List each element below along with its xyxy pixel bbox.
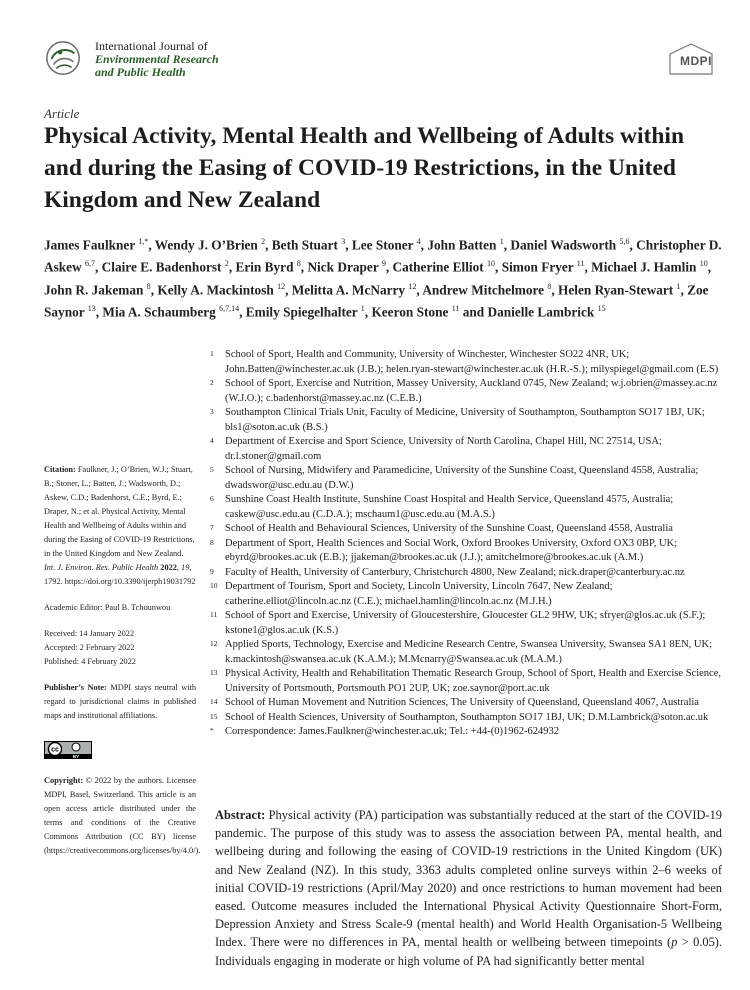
journal-name xyxy=(95,40,219,79)
citation-doi-link[interactable]: https://doi.org/10.3390/ijerph19031792 xyxy=(64,577,196,586)
author-affiliation-marker: 4 xyxy=(416,237,421,246)
author-separator: , xyxy=(228,259,236,275)
affiliation-item xyxy=(210,522,730,537)
affiliation-text: Physical Activity, Health and Rehabilitation Thematic Research Group, School of Sport, Health and Exercise Science, University of Portsmouth, Portsmouth PO1 2UP, UK; zoe.saynor@port.ac.uk xyxy=(225,668,721,694)
author-separator: , xyxy=(629,237,637,253)
citation-year: 2022 xyxy=(160,563,177,572)
author-name: Daniel Wadsworth xyxy=(510,237,617,253)
affiliations xyxy=(210,348,730,740)
affiliation-text: Department of Sport, Health Sciences and Social Work, Oxford Brookes University, Oxford OX3 0BP, UK; ebyrd@brookes.ac.uk (E.B.); jjakeman@brookes.ac.uk (J.J.); amitchelmore@brookes.ac.uk (A.M.) xyxy=(225,537,678,563)
copyright-block xyxy=(44,774,201,858)
author-separator: , xyxy=(148,237,155,253)
abstract-text-part2: > 0.05). Individuals engaging in moderate or high volume of PA had significantly better mental xyxy=(215,935,722,968)
affiliation-text: School of Nursing, Midwifery and Paramedicine, University of the Sunshine Coast, Queensland 4558, Australia; dwadswor@usc.edu.au (D.W.) xyxy=(225,465,699,491)
citation-label: Citation: xyxy=(44,465,76,474)
author-affiliation-marker: 2 xyxy=(261,237,266,246)
author-affiliation-marker: 11 xyxy=(451,304,460,314)
author-name: Claire E. Badenhorst xyxy=(101,259,222,275)
author-name: Zoe Saynor xyxy=(44,282,709,320)
author-affiliation-marker: 13 xyxy=(87,304,96,314)
sidebar xyxy=(44,463,201,858)
affiliation-number: 7 xyxy=(210,523,214,532)
affiliation-text: School of Health Sciences, University of Southampton, Southampton SO17 1BJ, UK; D.M.Lambrick@soton.ac.uk xyxy=(225,711,709,723)
author-name: Helen Ryan-Stewart xyxy=(558,282,674,298)
author-affiliation-marker: 1 xyxy=(676,281,681,291)
author-name: Kelly A. Mackintosh xyxy=(157,282,274,298)
affiliation-number: 6 xyxy=(210,494,214,503)
affiliation-item xyxy=(210,493,730,522)
affiliation-text: School of Sport, Exercise and Nutrition, Massey University, Auckland 0745, New Zealand; w.j.obrien@massey.ac.nz (W.J.O.); c.badenhorst@massey.ac.nz (C.E.B.) xyxy=(225,378,718,404)
affiliation-item xyxy=(210,725,730,740)
author-separator: , xyxy=(416,282,423,298)
citation-journal: Int. J. Environ. Res. Public Health xyxy=(44,563,159,572)
publisher-name: MDPI xyxy=(680,54,712,68)
author-name: Christopher D. Askew xyxy=(44,237,722,275)
abstract-text-part1: Physical activity (PA) participation was substantially reduced at the start of the COVID-19 pandemic. The purpose of this study was to assess the association between PA, mental health, and wellbeing during and following the easing of COVID-19 restrictions in the United Kingdom (UK) and New Zealand (NZ). In this study, 3363 adults completed online surveys within 2–6 weeks of initial COVID-19 restrictions (April/May 2020) and once restrictions to human movement had been eased. Outcome measures included the International Physical Activity Questionnaire Short-Form, Depression Anxiety and Stress Scale-9 (mental health) and World Health Organisation-5 Wellbeing Index. There were no differences in PA, mental health or wellbeing between timepoints ( xyxy=(215,808,722,950)
author-separator: , xyxy=(95,259,102,275)
author-affiliation-marker: 12 xyxy=(408,281,417,291)
author-affiliation-marker: 10 xyxy=(487,259,496,269)
author-name: Wendy J. O’Brien xyxy=(154,237,258,253)
affiliation-item xyxy=(210,406,730,435)
author-separator: , xyxy=(495,259,502,275)
cc-by-license-icon[interactable] xyxy=(44,741,92,759)
author-separator: , xyxy=(265,237,272,253)
author-affiliation-marker: 8 xyxy=(296,259,301,269)
affiliation-text: Faculty of Health, University of Canterbury, Christchurch 4800, New Zealand; nick.draper@canterbury.ac.nz xyxy=(225,566,685,578)
author-affiliation-marker: 8 xyxy=(146,281,151,291)
author-affiliation-marker: 5,6 xyxy=(619,237,630,246)
affiliation-text: Applied Sports, Technology, Exercise and Medicine Research Centre, Swansea University, Swansea SA1 8EN, UK; k.mackintosh@swansea.ac.uk (K.A.M.); M.Mcnarry@Swansea.ac.uk (M.A.M.) xyxy=(225,639,713,665)
author-name: Nick Draper xyxy=(307,259,379,275)
affiliation-number: 2 xyxy=(210,378,214,387)
affiliation-text: Correspondence: James.Faulkner@winchester.ac.uk; Tel.: +44-(0)1962-624932 xyxy=(225,726,559,737)
citation-block: Citation: Faulkner, J.; O’Brien, W.J.; Stuart, B.; Stoner, L.; Batten, J.; Wadsworth, D.; Askew, C.D.; Badenhorst, C.E.; Byrd, E.; Draper, N.; et al. Physical Activity, Mental Health and Wellbeing of Adults within and during the Easing of COVID-19 Restrictions, in the United Kingdom and New Zealand. Int. J. Environ. Res. Public Health 2022, 19, 1792. https://doi.org/10.3390/ijerph19031792 xyxy=(44,465,196,586)
author-name: Lee Stoner xyxy=(351,237,414,253)
author-affiliation-marker: 2 xyxy=(224,259,229,269)
affiliation-item xyxy=(210,435,730,464)
affiliation-number: 9 xyxy=(210,566,214,576)
affiliation-number: 12 xyxy=(210,639,218,648)
author-affiliation-marker: 6,7,14 xyxy=(219,304,240,314)
author-name: Mia A. Schaumberg xyxy=(102,304,216,320)
author-separator: , xyxy=(150,282,158,298)
author-name: Andrew Mitchelmore xyxy=(422,282,545,298)
author-affiliation-marker: 9 xyxy=(381,259,386,269)
affiliation-item xyxy=(210,696,730,711)
affiliation-text: Department of Tourism, Sport and Society, Lincoln University, Lincoln 7647, New Zealand; catherine.elliot@lincoln.ac.nz (C.E.); michael.hamlin@lincoln.ac.nz (M.J.H.) xyxy=(225,581,613,607)
article-type: Article xyxy=(44,106,80,121)
accepted-date: Accepted: 2 February 2022 xyxy=(44,643,135,652)
author-separator: , xyxy=(364,304,372,320)
author-name: and Danielle Lambrick xyxy=(462,304,595,320)
author-affiliation-marker: 1 xyxy=(360,304,365,314)
journal-name-line3: and Public Health xyxy=(95,65,186,79)
author-separator: , xyxy=(420,237,428,253)
author-name: Emily Spiegelhalter xyxy=(245,304,358,320)
affiliation-item xyxy=(210,566,730,581)
author-separator: , xyxy=(503,237,511,253)
author-affiliation-marker: 6,7 xyxy=(85,259,96,269)
citation-text: Faulkner, J.; O’Brien, W.J.; Stuart, B.; Stoner, L.; Batten, J.; Wadsworth, D.; Askew, C.D.; Badenhorst, C.E.; Byrd, E.; Draper, N.; et al. Physical Activity, Mental Health and Wellbeing of Adults within and during the Easing of COVID-19 Restrictions, in the United Kingdom and New Zealand. xyxy=(44,465,195,558)
affiliation-text: Sunshine Coast Health Institute, Sunshine Coast Hospital and Health Service, Queensland 4575, Australia; caskew@usc.edu.au (C.D.A.); mschaum1@usc.edu.au (M.A.S.) xyxy=(225,494,674,520)
affiliation-number: 11 xyxy=(210,610,218,619)
author-affiliation-marker: 12 xyxy=(277,281,286,291)
author-affiliation-marker: 8 xyxy=(547,281,552,291)
author-separator: , xyxy=(95,304,103,320)
academic-editor: Academic Editor: Paul B. Tchounwou xyxy=(44,603,171,612)
journal-name-line2: Environmental Research xyxy=(95,52,219,66)
affiliation-text: School of Human Movement and Nutrition Sciences, The University of Queensland, Queensland 4067, Australia xyxy=(225,697,699,708)
affiliation-item xyxy=(210,464,730,493)
author-affiliation-marker: 15 xyxy=(597,304,606,314)
journal-header xyxy=(44,38,714,88)
published-date: Published: 4 February 2022 xyxy=(44,657,136,666)
author-separator: , xyxy=(680,282,688,298)
author-affiliation-marker: 3 xyxy=(341,237,346,246)
author-separator: , xyxy=(385,259,393,275)
abstract xyxy=(215,806,722,970)
author-affiliation-marker: 1 xyxy=(499,237,504,246)
author-name: Melitta A. McNarry xyxy=(291,282,406,298)
author-name: Erin Byrd xyxy=(235,259,294,275)
affiliation-number: 8 xyxy=(210,537,214,547)
author-name: Simon Fryer xyxy=(501,259,574,275)
affiliation-item xyxy=(210,580,730,609)
affiliation-item xyxy=(210,377,730,406)
affiliation-number: 13 xyxy=(210,668,218,677)
abstract-label: Abstract: xyxy=(215,808,266,822)
author-name: Beth Stuart xyxy=(271,237,338,253)
author-separator: , xyxy=(300,259,308,275)
author-list xyxy=(44,232,724,322)
article-title: Physical Activity, Mental Health and Wellbeing of Adults within and during the Easing of COVID-19 Restrictions, in the United Kingdom and New Zealand xyxy=(44,123,685,213)
affiliation-number: 3 xyxy=(210,407,214,416)
journal-name-line1: International Journal of xyxy=(95,39,208,53)
affiliation-item xyxy=(210,609,730,638)
affiliation-text: School of Health and Behavioural Sciences, University of the Sunshine Coast, Queensland 4558, Australia xyxy=(225,523,673,534)
author-affiliation-marker: 1,* xyxy=(138,237,149,246)
author-separator: , xyxy=(345,237,352,253)
author-affiliation-marker: 10 xyxy=(699,259,708,269)
author-separator: , xyxy=(285,282,292,298)
affiliation-number: 1 xyxy=(210,349,214,358)
affiliation-text: School of Sport and Exercise, University of Gloucestershire, Gloucester GL2 9HW, UK; sfryer@glos.ac.uk (S.F.); kstone1@glos.ac.uk (K.S.) xyxy=(225,610,706,636)
journal-logo-icon xyxy=(44,39,82,77)
author-separator: , xyxy=(584,259,592,275)
publisher-note-text: MDPI stays neutral with regard to jurisdictional claims in published maps and institutional affiliations. xyxy=(44,683,196,720)
citation-volume: 19 xyxy=(181,563,190,572)
author-separator: , xyxy=(707,259,712,275)
cc-by-label: BY xyxy=(72,754,80,759)
affiliation-number: 10 xyxy=(210,581,218,590)
affiliation-item xyxy=(210,348,730,377)
abstract-p-symbol: p xyxy=(671,935,678,950)
affiliation-number: 4 xyxy=(210,436,214,445)
author-name: John Batten xyxy=(427,237,497,253)
copyright-label: Copyright: xyxy=(44,776,84,785)
affiliation-item xyxy=(210,667,730,696)
affiliation-item xyxy=(210,537,730,566)
author-separator: , xyxy=(551,282,559,298)
affiliation-number: 5 xyxy=(210,465,214,474)
author-name: Keeron Stone xyxy=(371,304,449,320)
affiliation-number: 14 xyxy=(210,697,218,706)
author-name: James Faulkner xyxy=(44,237,135,253)
affiliation-text: Department of Exercise and Sport Science, University of North Carolina, Chapel Hill, NC 27514, USA; dr.l.stoner@gmail.com xyxy=(225,436,662,462)
affiliation-text: School of Sport, Health and Community, University of Winchester, Winchester SO22 4NR, UK; John.Batten@winchester.ac.uk (J.B.); helen.ryan-stewart@winchester.ac.uk (H.R.-S.); milyspiegel@gmail.com (E.S) xyxy=(225,349,719,375)
author-affiliation-marker: 11 xyxy=(576,259,585,269)
author-separator: , xyxy=(239,304,246,320)
affiliation-number: * xyxy=(210,726,214,735)
publisher-note-label: Publisher’s Note: xyxy=(44,683,107,692)
affiliation-item xyxy=(210,711,730,726)
received-date: Received: 14 January 2022 xyxy=(44,629,135,638)
author-name: Michael J. Hamlin xyxy=(591,259,697,275)
author-name: John R. Jakeman xyxy=(44,282,144,298)
publisher-note xyxy=(44,681,196,723)
affiliation-number: 15 xyxy=(210,711,218,721)
copyright-text: © 2022 by the authors. Licensee MDPI, Basel, Switzerland. This article is an open access article distributed under the terms and conditions of the Creative Commons Attribution (CC BY) license (https://creativecommons.org/licenses/by/4.0/). xyxy=(44,776,201,855)
citation-pages: , 1792. xyxy=(44,563,192,586)
cc-label: cc xyxy=(51,746,59,754)
affiliation-item xyxy=(210,638,730,667)
affiliation-text: Southampton Clinical Trials Unit, Faculty of Medicine, University of Southampton, Southampton SO17 1BJ, UK; bls1@soton.ac.uk (B.S.) xyxy=(225,407,705,433)
author-name: Catherine Elliot xyxy=(392,259,484,275)
